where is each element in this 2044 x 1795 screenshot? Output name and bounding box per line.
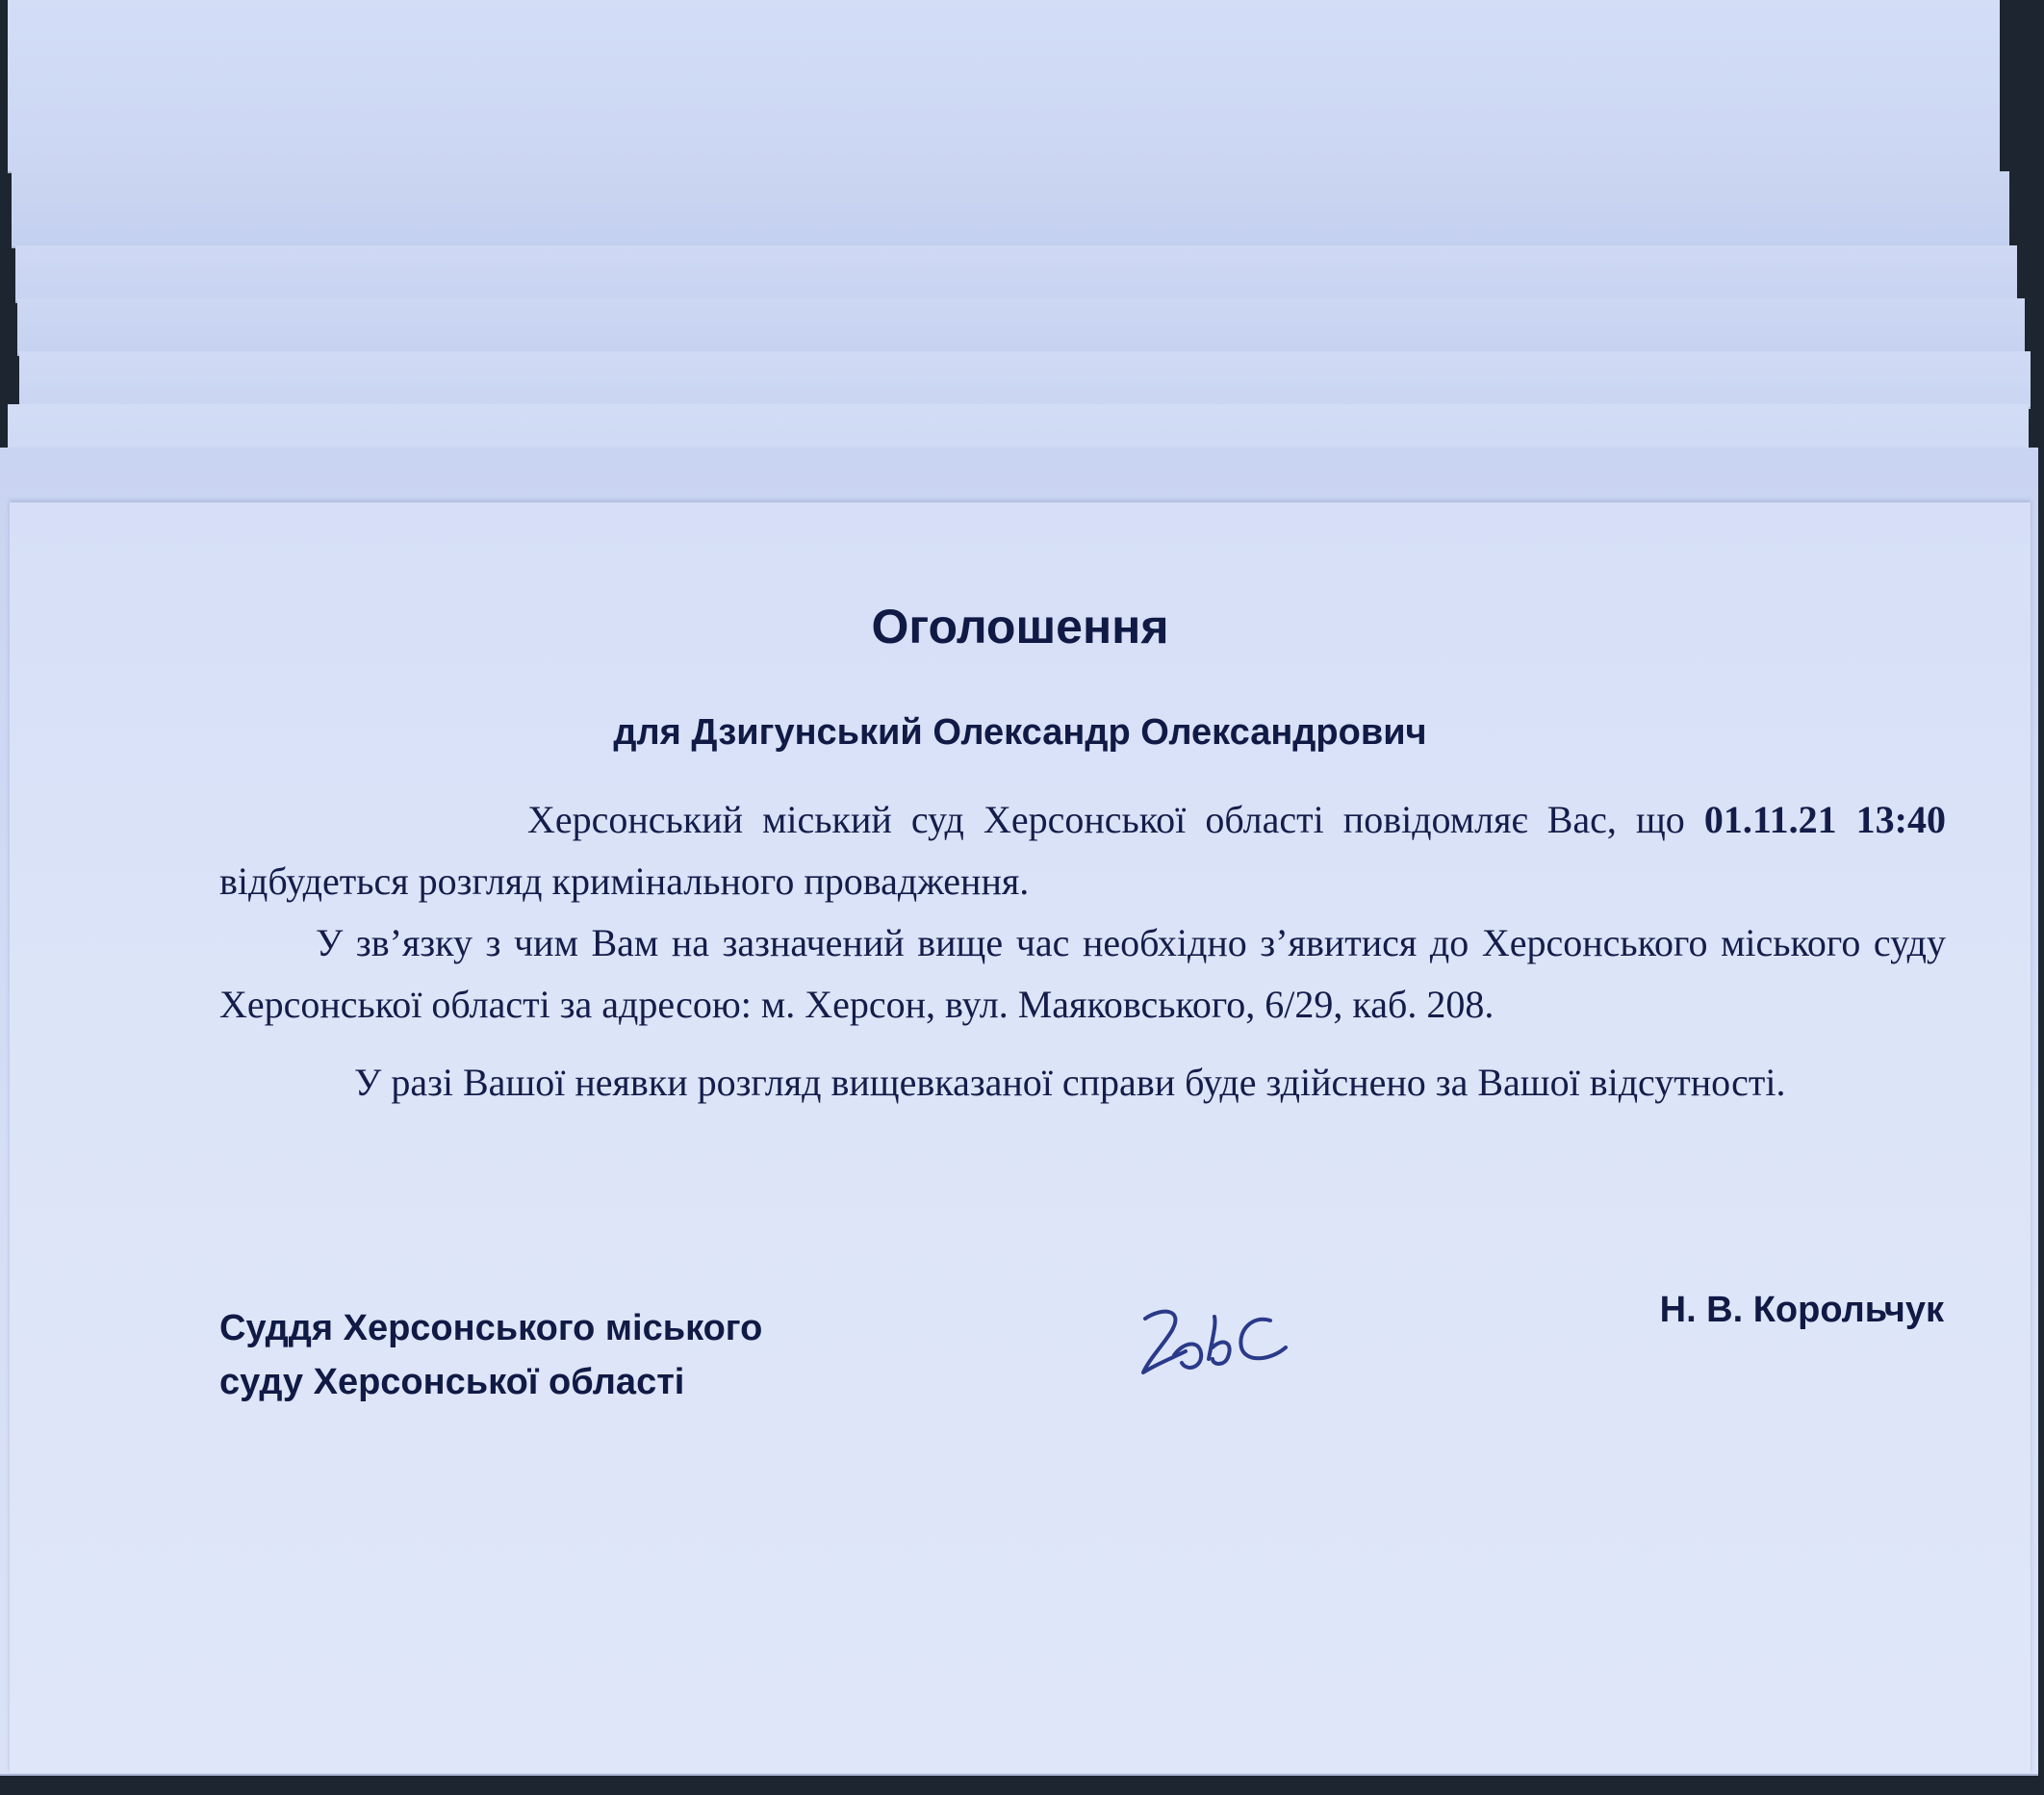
notice-recipient: для Дзигунський Олександр Олександрович xyxy=(613,712,1427,753)
notice-body xyxy=(219,789,1946,1122)
paper-sheet-background xyxy=(19,351,2031,409)
handwritten-signature-icon xyxy=(1116,1280,1299,1396)
notice-title: Оголошення xyxy=(871,600,1169,654)
signatory-name: Н. В. Корольчук xyxy=(1659,1290,1944,1330)
notice-sheet xyxy=(10,502,2031,1773)
paper-sheet-background xyxy=(8,0,2000,173)
paper-sheet-background xyxy=(12,171,2009,248)
signatory-position-line: суду Херсонської області xyxy=(219,1362,685,1402)
paragraph-text: відбудеться розгляд кримінального провадження. xyxy=(219,859,1030,903)
signatory-position-line: Суддя Херсонського міського xyxy=(219,1308,763,1348)
paper-sheet-background xyxy=(17,298,2025,356)
paper-sheet-background xyxy=(15,245,2017,303)
hearing-datetime: 01.11.21 13:40 xyxy=(1703,798,1946,841)
notice-paragraph-absence: У разі Вашої неявки розгляд вищевказаної справи буде здійснено за Вашої відсутності. xyxy=(354,1061,1786,1104)
signatory-position xyxy=(219,1301,762,1409)
notice-paragraph-address: У зв’язку з чим Вам на зазначений вище час необхідно з’явитися до Херсонського міського суду Херсонської області за адресою: м. Херсон, вул. Маяковського, 6/29, каб. 208. xyxy=(219,921,1946,1026)
notice-paragraph-hearing xyxy=(219,789,1946,912)
paragraph-text: Херсонський міський суд Херсонської області повідомляє Вас, що xyxy=(527,798,1704,841)
